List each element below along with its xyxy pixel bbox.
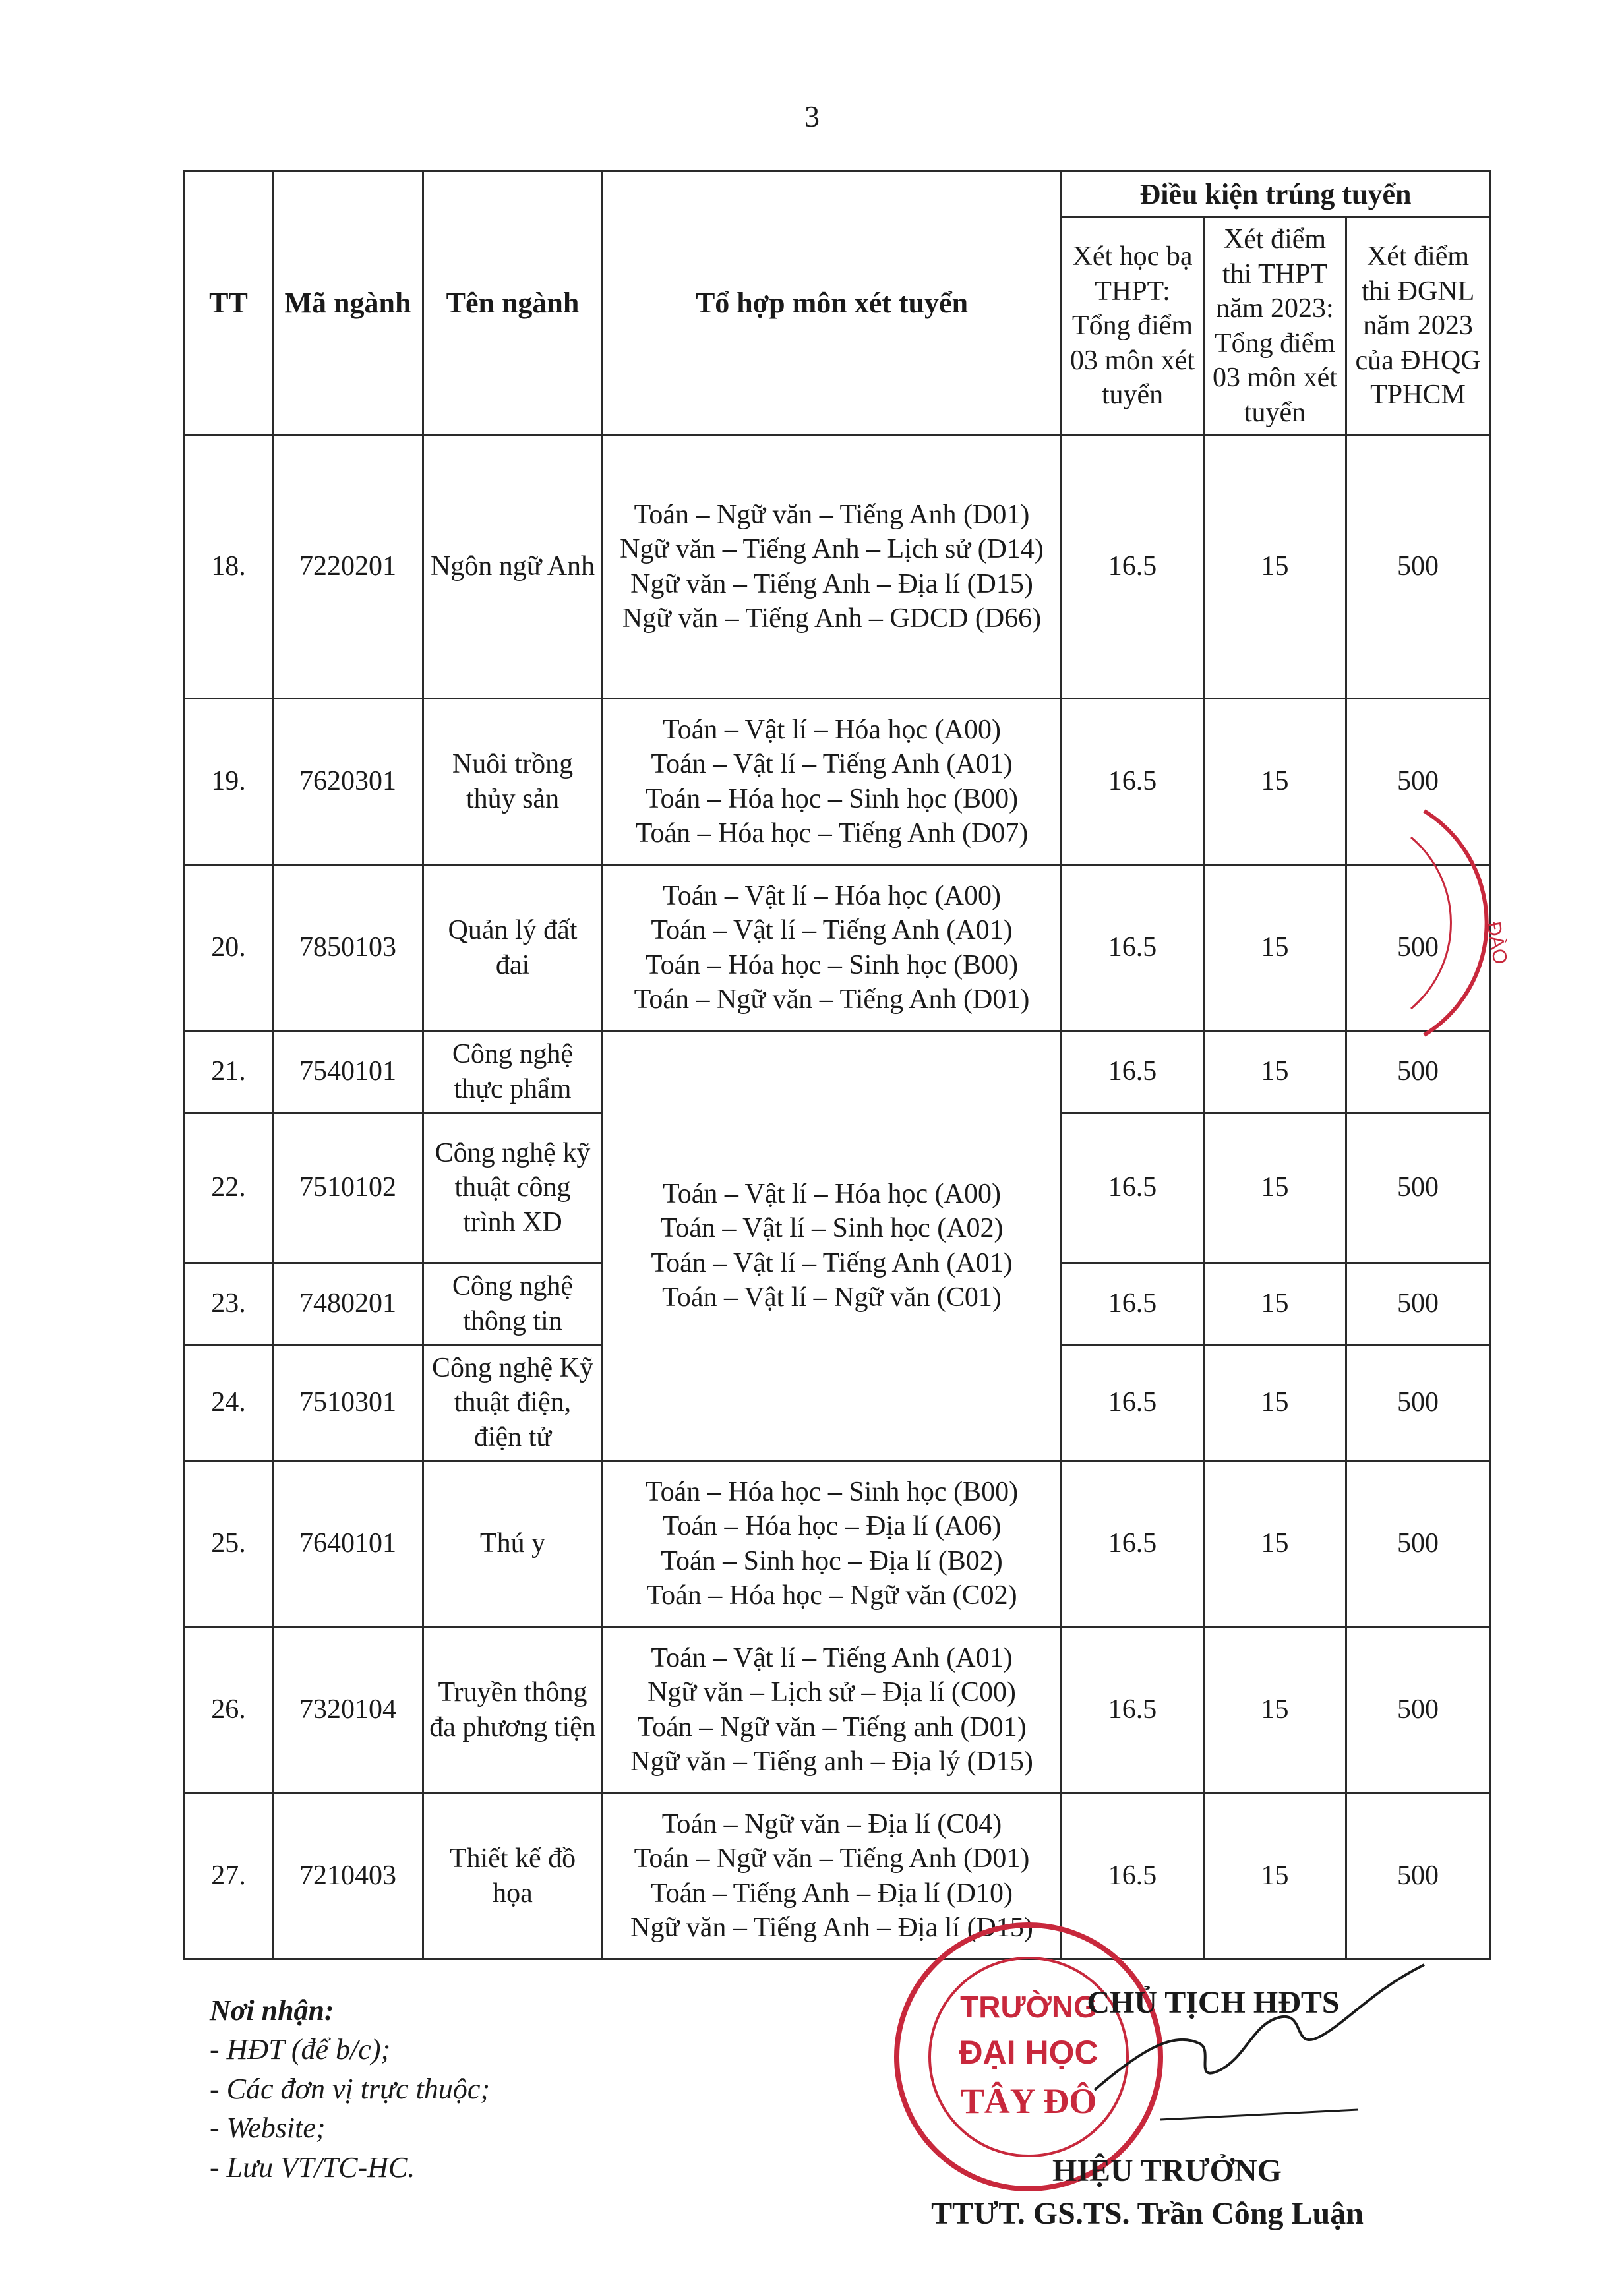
row-thpt: 15 xyxy=(1204,1793,1346,1959)
row-name: Ngôn ngữ Anh xyxy=(423,435,603,699)
row-subjects xyxy=(603,1627,1062,1793)
subject-combo: Toán – Hóa học – Ngữ văn (C02) xyxy=(646,1580,1017,1611)
row-dgnl: 500 xyxy=(1346,1263,1490,1345)
header-tt: TT xyxy=(185,171,273,435)
subject-combo: Toán – Vật lí – Tiếng Anh (A01) xyxy=(651,749,1013,779)
row-dgnl: 500 xyxy=(1346,1345,1490,1461)
recipient-item: - Website; xyxy=(210,2112,326,2145)
row-hocba: 16.5 xyxy=(1062,1031,1204,1113)
row-dgnl: 500 xyxy=(1346,865,1490,1031)
subject-combo: Toán – Vật lí – Ngữ văn (C01) xyxy=(662,1282,1002,1313)
subject-combo: Ngữ văn – Tiếng Anh – GDCD (D66) xyxy=(622,603,1042,634)
page-number: 3 xyxy=(804,100,820,133)
row-name: Công nghệ thực phẩm xyxy=(423,1031,603,1113)
subject-combo: Toán – Vật lí – Tiếng Anh (A01) xyxy=(651,1642,1013,1673)
subject-combo: Ngữ văn – Tiếng anh – Địa lý (D15) xyxy=(630,1746,1033,1777)
row-name: Công nghệ kỹ thuật công trình XD xyxy=(423,1113,603,1263)
row-name: Công nghệ thông tin xyxy=(423,1263,603,1345)
row-tt: 23. xyxy=(185,1263,273,1345)
subject-combo: Toán – Hóa học – Sinh học (B00) xyxy=(645,783,1019,814)
subject-combo: Toán – Ngữ văn – Tiếng Anh (D01) xyxy=(634,1843,1030,1874)
header-conditions: Điều kiện trúng tuyển xyxy=(1062,171,1490,218)
subject-combo: Toán – Vật lí – Hóa học (A00) xyxy=(662,1178,1001,1209)
row-tt: 22. xyxy=(185,1113,273,1263)
row-hocba: 16.5 xyxy=(1062,435,1204,699)
row-dgnl: 500 xyxy=(1346,1461,1490,1627)
header-thpt: Xét điểm thi THPT năm 2023: Tổng điểm 03 môn xét tuyển xyxy=(1204,218,1346,435)
table-row xyxy=(185,435,1490,699)
row-name: Nuôi trồng thủy sản xyxy=(423,699,603,865)
row-hocba: 16.5 xyxy=(1062,1461,1204,1627)
row-dgnl: 500 xyxy=(1346,1627,1490,1793)
row-code: 7640101 xyxy=(273,1461,423,1627)
subject-combo: Toán – Hóa học – Sinh học (B00) xyxy=(645,1476,1019,1507)
row-tt: 26. xyxy=(185,1627,273,1793)
row-thpt: 15 xyxy=(1204,865,1346,1031)
row-code: 7540101 xyxy=(273,1031,423,1113)
header-code: Mã ngành xyxy=(273,171,423,435)
row-dgnl: 500 xyxy=(1346,435,1490,699)
row-tt: 18. xyxy=(185,435,273,699)
table-row xyxy=(185,1627,1490,1793)
signer-title-rector: HIỆU TRƯỞNG xyxy=(1052,2153,1282,2188)
table-row xyxy=(185,1793,1490,1959)
subject-combo: Toán – Sinh học – Địa lí (B02) xyxy=(661,1545,1003,1576)
row-thpt: 15 xyxy=(1204,1345,1346,1461)
admission-table xyxy=(183,170,1491,1960)
subject-combo: Toán – Hóa học – Tiếng Anh (D07) xyxy=(635,818,1029,848)
svg-text:ĐÀO: ĐÀO xyxy=(1482,920,1511,967)
subject-combo: Toán – Ngữ văn – Tiếng anh (D01) xyxy=(637,1711,1027,1742)
row-code: 7510301 xyxy=(273,1345,423,1461)
subject-combo: Toán – Vật lí – Tiếng Anh (A01) xyxy=(651,1247,1013,1278)
subject-combo: Toán – Vật lí – Hóa học (A00) xyxy=(662,880,1001,911)
recipient-item: - Lưu VT/TC-HC. xyxy=(210,2151,415,2184)
subject-combo: Ngữ văn – Lịch sử – Địa lí (C00) xyxy=(647,1677,1016,1708)
subject-combo: Toán – Ngữ văn – Tiếng Anh (D01) xyxy=(634,984,1030,1015)
row-tt: 25. xyxy=(185,1461,273,1627)
row-dgnl: 500 xyxy=(1346,1793,1490,1959)
subject-combo: Ngữ văn – Tiếng Anh – Lịch sử (D14) xyxy=(620,534,1044,564)
subject-combo: Toán – Vật lí – Hóa học (A00) xyxy=(662,714,1001,745)
row-dgnl: 500 xyxy=(1346,1031,1490,1113)
subject-combo: Toán – Ngữ văn – Tiếng Anh (D01) xyxy=(634,499,1030,530)
row-tt: 27. xyxy=(185,1793,273,1959)
row-name: Truyền thông đa phương tiện xyxy=(423,1627,603,1793)
header-name: Tên ngành xyxy=(423,171,603,435)
recipient-item: - HĐT (để b/c); xyxy=(210,2033,391,2066)
row-code: 7220201 xyxy=(273,435,423,699)
subject-combo: Ngữ văn – Tiếng Anh – Địa lí (D15) xyxy=(630,568,1033,599)
row-subjects xyxy=(603,1461,1062,1627)
seal-text-bottom: TÂY ĐÔ xyxy=(960,2081,1097,2121)
row-subjects xyxy=(603,865,1062,1031)
table-row xyxy=(185,699,1490,865)
row-subjects xyxy=(603,699,1062,865)
header-combos: Tổ hợp môn xét tuyển xyxy=(603,171,1062,435)
row-name: Thiết kế đồ họa xyxy=(423,1793,603,1959)
row-hocba: 16.5 xyxy=(1062,1113,1204,1263)
row-dgnl: 500 xyxy=(1346,699,1490,865)
row-thpt: 15 xyxy=(1204,1461,1346,1627)
subject-combo: Toán – Hóa học – Địa lí (A06) xyxy=(662,1511,1002,1541)
row-hocba: 16.5 xyxy=(1062,1263,1204,1345)
row-thpt: 15 xyxy=(1204,435,1346,699)
header-hocba: Xét học bạ THPT: Tổng điểm 03 môn xét tuyển xyxy=(1062,218,1204,435)
row-name: Quản lý đất đai xyxy=(423,865,603,1031)
row-hocba: 16.5 xyxy=(1062,699,1204,865)
row-name: Thú y xyxy=(423,1461,603,1627)
row-thpt: 15 xyxy=(1204,1113,1346,1263)
row-code: 7480201 xyxy=(273,1263,423,1345)
row-thpt: 15 xyxy=(1204,1627,1346,1793)
row-thpt: 15 xyxy=(1204,1031,1346,1113)
subject-combo: Ngữ văn – Tiếng Anh – Địa lí (D15) xyxy=(630,1913,1033,1943)
recipients-block xyxy=(210,1991,490,2187)
subject-combo: Toán – Vật lí – Sinh học (A02) xyxy=(660,1213,1004,1243)
row-hocba: 16.5 xyxy=(1062,1627,1204,1793)
row-thpt: 15 xyxy=(1204,699,1346,865)
row-tt: 21. xyxy=(185,1031,273,1113)
row-code: 7210403 xyxy=(273,1793,423,1959)
row-thpt: 15 xyxy=(1204,1263,1346,1345)
recipient-item: - Các đơn vị trực thuộc; xyxy=(210,2072,491,2105)
subject-combo: Toán – Ngữ văn – Địa lí (C04) xyxy=(661,1808,1002,1839)
subject-combo: Toán – Hóa học – Sinh học (B00) xyxy=(645,949,1019,980)
row-code: 7510102 xyxy=(273,1113,423,1263)
recipients-title: Nơi nhận: xyxy=(210,1994,334,2027)
row-hocba: 16.5 xyxy=(1062,1345,1204,1461)
signer-title-chair: CHỦ TỊCH HĐTS xyxy=(1087,1985,1340,2020)
table-row xyxy=(185,865,1490,1031)
seal-text-top: TRƯỜNG xyxy=(960,1990,1097,2024)
subject-combo: Toán – Vật lí – Tiếng Anh (A01) xyxy=(651,915,1013,945)
seal-text-mid: ĐẠI HỌC xyxy=(959,2034,1098,2071)
row-code: 7850103 xyxy=(273,865,423,1031)
shared-subjects xyxy=(603,1031,1062,1461)
table-row xyxy=(185,1031,1490,1113)
subject-combo: Toán – Tiếng Anh – Địa lí (D10) xyxy=(651,1878,1013,1909)
row-hocba: 16.5 xyxy=(1062,1793,1204,1959)
signer-name: TTƯT. GS.TS. Trần Công Luận xyxy=(931,2196,1364,2231)
row-name: Công nghệ Kỹ thuật điện, điện tử xyxy=(423,1345,603,1461)
row-dgnl: 500 xyxy=(1346,1113,1490,1263)
row-tt: 20. xyxy=(185,865,273,1031)
row-hocba: 16.5 xyxy=(1062,865,1204,1031)
table-row xyxy=(185,1461,1490,1627)
row-tt: 19. xyxy=(185,699,273,865)
row-subjects xyxy=(603,1793,1062,1959)
row-tt: 24. xyxy=(185,1345,273,1461)
header-dgnl: Xét điểm thi ĐGNL năm 2023 của ĐHQG TPHCM xyxy=(1346,218,1490,435)
row-code: 7620301 xyxy=(273,699,423,865)
handwritten-signature xyxy=(1081,1951,1451,2136)
row-subjects xyxy=(603,435,1062,699)
row-code: 7320104 xyxy=(273,1627,423,1793)
